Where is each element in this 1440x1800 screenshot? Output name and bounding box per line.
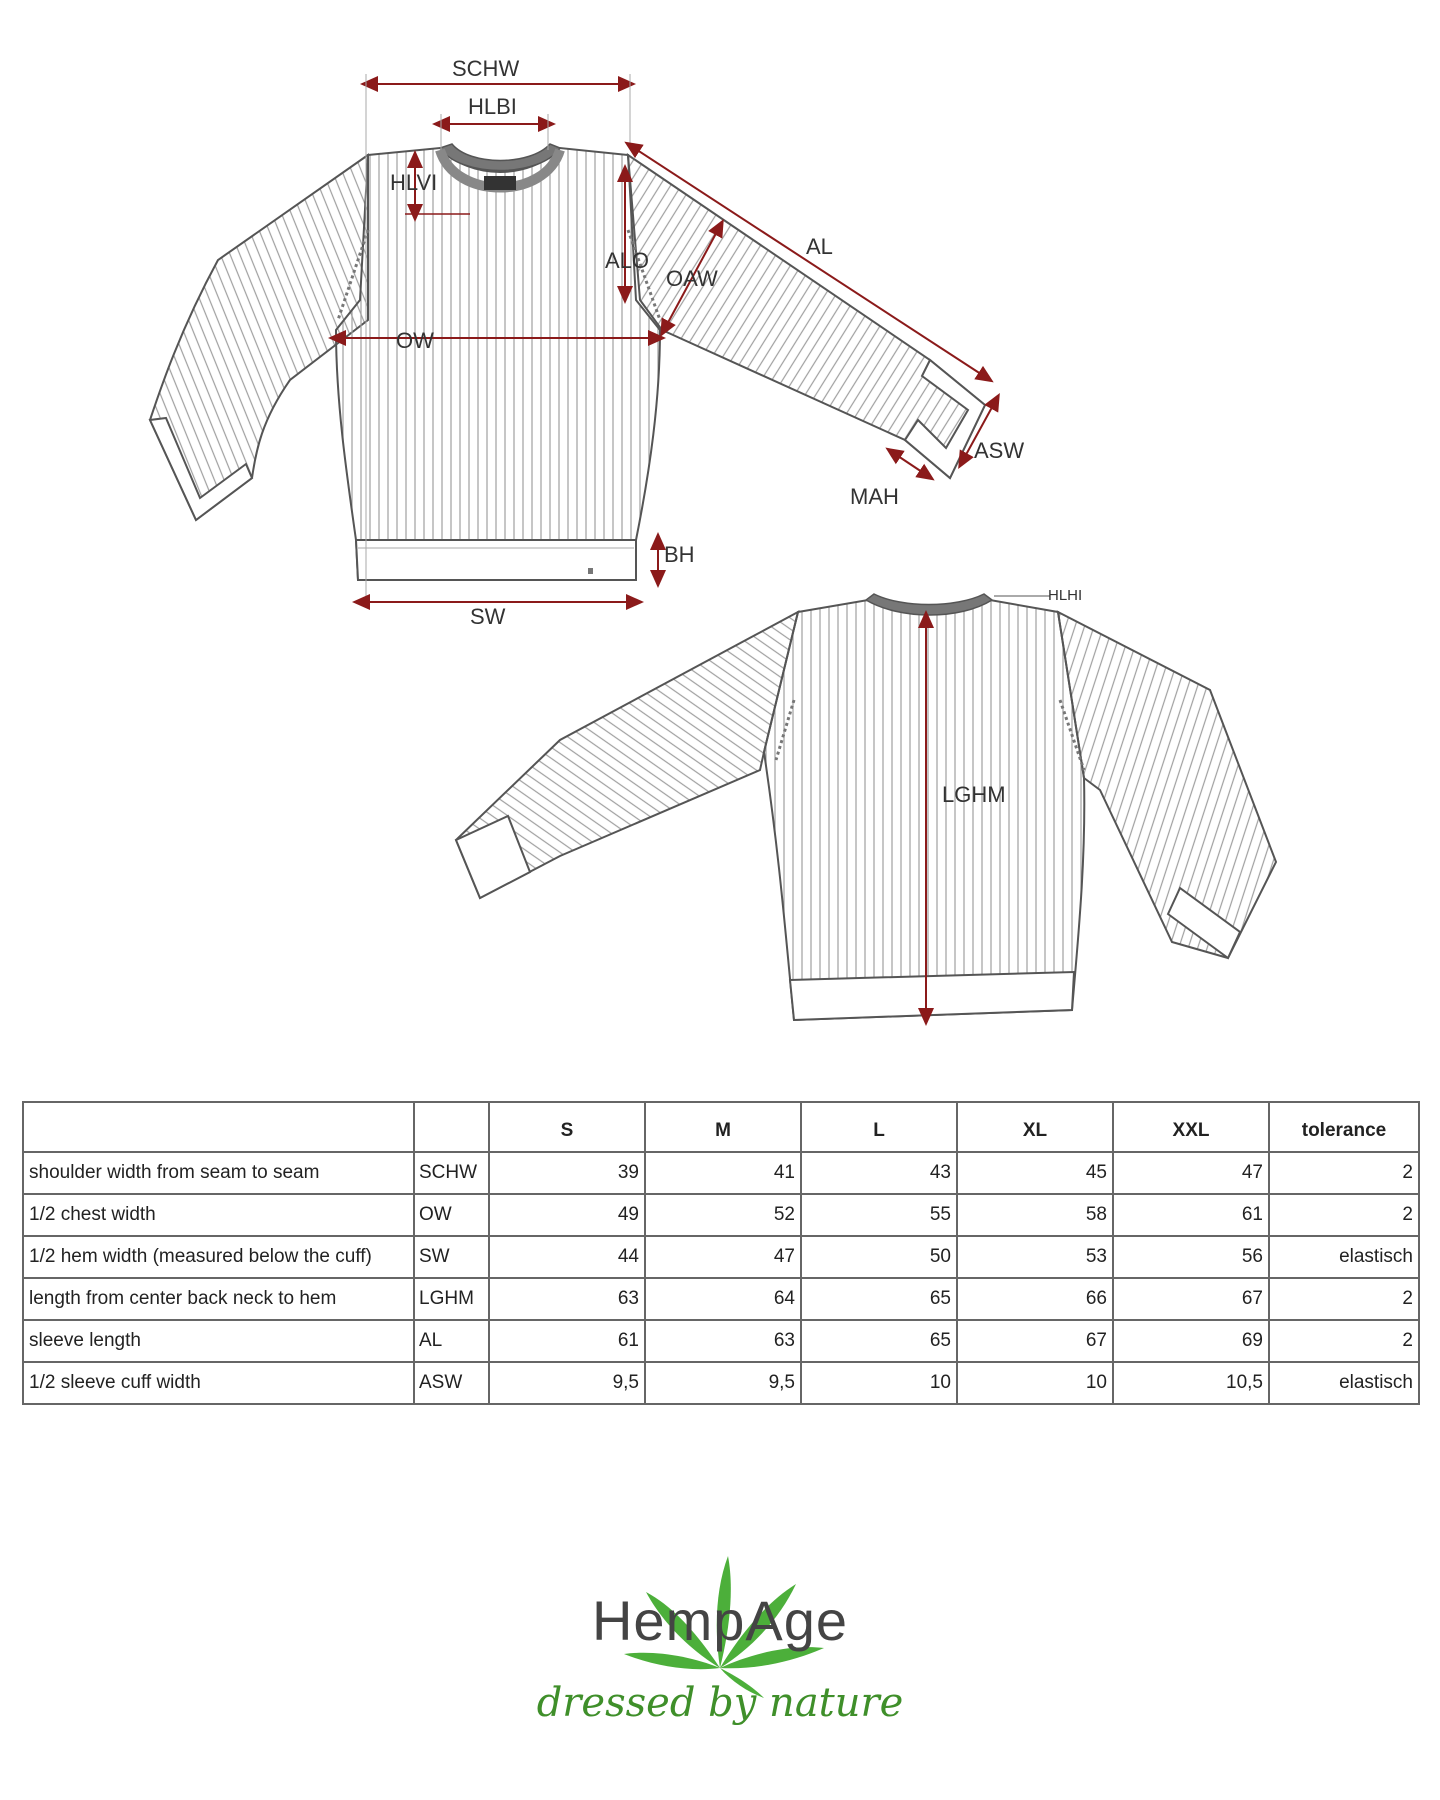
table-header-row <box>23 1102 1419 1152</box>
front-view <box>150 144 985 580</box>
cell-tolerance: 2 <box>1269 1194 1419 1236</box>
label-bh: BH <box>664 542 695 567</box>
cell-xl: 67 <box>957 1320 1113 1362</box>
row-description: 1/2 chest width <box>23 1194 414 1236</box>
cell-tolerance: 2 <box>1269 1278 1419 1320</box>
cell-xxl: 61 <box>1113 1194 1269 1236</box>
front-body <box>336 148 660 580</box>
row-code: ASW <box>414 1362 489 1404</box>
cell-tolerance: elastisch <box>1269 1362 1419 1404</box>
table-row <box>23 1236 1419 1278</box>
cell-tolerance: elastisch <box>1269 1236 1419 1278</box>
brand-tagline: dressed by nature <box>536 1680 904 1726</box>
cell-l: 65 <box>801 1320 957 1362</box>
label-hlvi: HLVI <box>390 170 438 195</box>
cell-xl: 53 <box>957 1236 1113 1278</box>
back-hem-band <box>790 972 1074 1020</box>
row-code: SCHW <box>414 1152 489 1194</box>
row-description: shoulder width from seam to seam <box>23 1152 414 1194</box>
size-chart <box>22 1101 1418 1405</box>
brand-name: HempAge <box>591 1589 849 1652</box>
front-hem-band <box>356 540 636 580</box>
cell-xxl: 56 <box>1113 1236 1269 1278</box>
table-row <box>23 1194 1419 1236</box>
cell-l: 43 <box>801 1152 957 1194</box>
front-neck-label <box>484 176 516 190</box>
header-description <box>23 1102 414 1152</box>
header-size-xl: XL <box>957 1102 1113 1152</box>
cell-xl: 58 <box>957 1194 1113 1236</box>
row-code: LGHM <box>414 1278 489 1320</box>
back-body <box>764 600 1084 1020</box>
table-row <box>23 1362 1419 1404</box>
size-table <box>22 1101 1420 1405</box>
cell-xl: 45 <box>957 1152 1113 1194</box>
row-code: OW <box>414 1194 489 1236</box>
header-size-m: M <box>645 1102 801 1152</box>
label-lghm: LGHM <box>942 782 1006 807</box>
row-description: 1/2 sleeve cuff width <box>23 1362 414 1404</box>
cell-s: 44 <box>489 1236 645 1278</box>
cell-s: 49 <box>489 1194 645 1236</box>
row-code: AL <box>414 1320 489 1362</box>
cell-l: 65 <box>801 1278 957 1320</box>
cell-m: 52 <box>645 1194 801 1236</box>
label-sw: SW <box>470 604 506 629</box>
cell-xxl: 10,5 <box>1113 1362 1269 1404</box>
row-description: 1/2 hem width (measured below the cuff) <box>23 1236 414 1278</box>
cell-s: 63 <box>489 1278 645 1320</box>
cell-xxl: 69 <box>1113 1320 1269 1362</box>
cell-l: 55 <box>801 1194 957 1236</box>
header-size-s: S <box>489 1102 645 1152</box>
label-ow: OW <box>396 328 434 353</box>
label-schw: SCHW <box>452 56 520 81</box>
label-asw: ASW <box>974 438 1025 463</box>
back-view <box>456 594 1276 1020</box>
cell-tolerance: 2 <box>1269 1320 1419 1362</box>
cell-tolerance: 2 <box>1269 1152 1419 1194</box>
row-code: SW <box>414 1236 489 1278</box>
header-size-l: L <box>801 1102 957 1152</box>
label-oaw: OAW <box>666 266 718 291</box>
cell-s: 39 <box>489 1152 645 1194</box>
label-hlbi: HLBI <box>468 94 517 119</box>
label-mah: MAH <box>850 484 899 509</box>
header-size-xxl: XXL <box>1113 1102 1269 1152</box>
row-description: sleeve length <box>23 1320 414 1362</box>
back-right-sleeve <box>1058 612 1276 958</box>
label-al: AL <box>806 234 833 259</box>
label-hlhi: HLHI <box>1048 587 1083 604</box>
front-right-sleeve <box>628 155 985 478</box>
cell-l: 50 <box>801 1236 957 1278</box>
row-description: length from center back neck to hem <box>23 1278 414 1320</box>
cell-xl: 10 <box>957 1362 1113 1404</box>
cell-m: 64 <box>645 1278 801 1320</box>
cell-s: 61 <box>489 1320 645 1362</box>
cell-l: 10 <box>801 1362 957 1404</box>
cell-s: 9,5 <box>489 1362 645 1404</box>
table-row <box>23 1152 1419 1194</box>
cell-xl: 66 <box>957 1278 1113 1320</box>
cell-xxl: 47 <box>1113 1152 1269 1194</box>
table-row <box>23 1320 1419 1362</box>
cell-m: 47 <box>645 1236 801 1278</box>
cell-m: 63 <box>645 1320 801 1362</box>
cell-xxl: 67 <box>1113 1278 1269 1320</box>
cell-m: 41 <box>645 1152 801 1194</box>
cell-m: 9,5 <box>645 1362 801 1404</box>
header-tolerance: tolerance <box>1269 1102 1419 1152</box>
label-alo: ALO <box>605 248 650 273</box>
header-code <box>414 1102 489 1152</box>
table-row <box>23 1278 1419 1320</box>
